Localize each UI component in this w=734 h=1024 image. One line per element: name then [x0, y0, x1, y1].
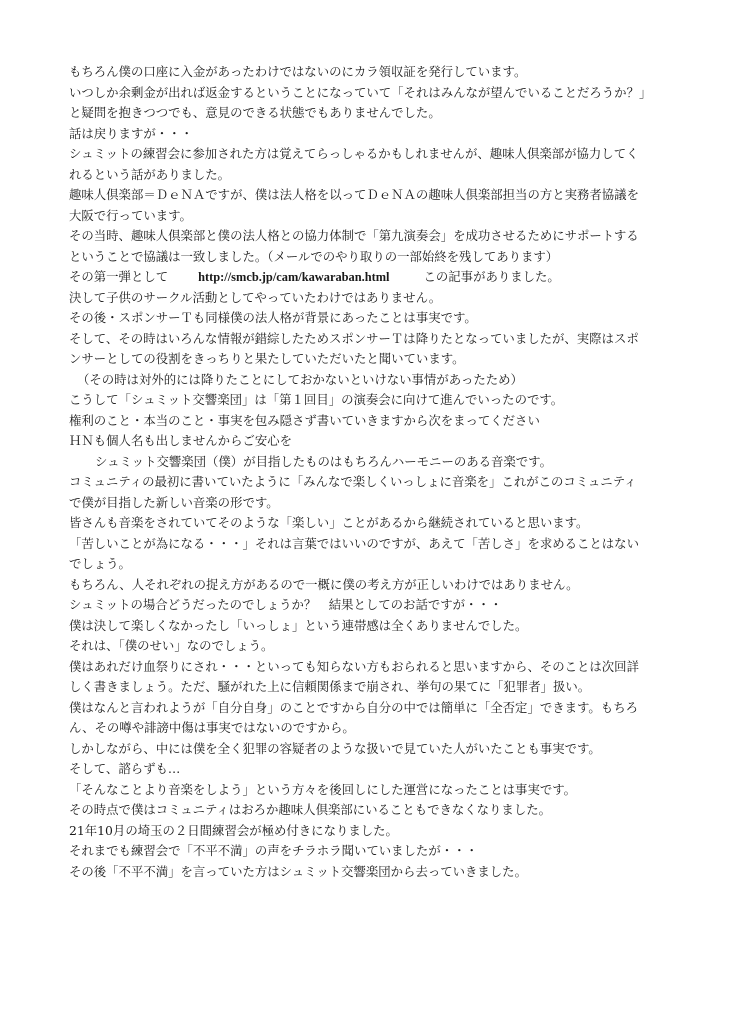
text-line: 僕はなんと言われようが「自分自身」のことですから自分の中では簡単に「全否定」できます。もちろ	[69, 699, 638, 715]
text-line: 「そんなことより音楽をしよう」という方々を後回しにした運営になったことは事実です。	[69, 781, 577, 797]
text-line: いつしか余剰金が出れば返金するということになっていて「それはみんなが望んでいることだろうか？」	[69, 84, 652, 100]
text-line: その後「不平不満」を言っていた方はシュミット交響楽団から去っていきました。	[69, 863, 527, 879]
text-line: れるという話がありました。	[69, 166, 231, 182]
text-line: ということで協議は一致しました。（メールでのやり取りの一部始終を残してあります）	[69, 248, 559, 264]
text-line: 決して子供のサークル活動としてやっていたわけではありません。	[69, 289, 442, 305]
text-line: そして、諮らずも…	[69, 761, 181, 776]
text-line: こうして「シュミット交響楽団」は「第１回目」の演奏会に向けて進んでいったのです。	[69, 392, 564, 407]
text-line: コミュニティの最初に書いていたように「みんなで楽しくいっしょに音楽を」これがこのコミュニティ	[69, 474, 637, 489]
text-line: そして、その時はいろんな情報が錯綜したためスポンサーＴは降りたとなっていましたが、実際はスポ	[69, 330, 639, 346]
text-line: それまでも練習会で「不平不満」の声をチラホラ聞いていましたが・・・	[69, 843, 478, 858]
parenthetical-line: （その時は対外的には降りたことにしておかないといけない事情があったため）	[77, 371, 523, 387]
indented-line: シュミット交響楽団（僕）が目指したものはもちろんハーモニーのある音楽です。	[95, 453, 552, 469]
text-line: シュミットの場合どうだったのでしょうか？ 結果としてのお話ですが・・・	[69, 597, 503, 612]
text-line: 僕は決して楽しくなかったし「いっしょ」という連帯感は全くありませんでした。	[69, 617, 528, 633]
text-line: その当時、趣味人倶楽部と僕の法人格との協力体制で「第九演奏会」を成功させるためにサポートする	[69, 228, 639, 243]
text-line: 皆さんも音楽をされていてそのような「楽しい」ことがあるから継続されていると思います。	[69, 515, 589, 530]
text-line: 権利のこと・本当のこと・事実を包み隠さず書いていきますから次をまってください	[69, 412, 540, 428]
text-line: しかしながら、中には僕を全く犯罪の容疑者のような扱いで見ていた人がいたことも事実です。	[69, 740, 601, 756]
document-body	[69, 62, 679, 882]
url-line-after: この記事がありました。	[423, 269, 560, 284]
text-line: 「苦しいことが為になる・・・」それは言葉ではいいのですが、あえて「苦しさ」を求めることはない	[69, 535, 639, 551]
url-line	[69, 267, 679, 288]
url-line-before: その第一弾として	[69, 269, 169, 284]
article-link[interactable]: http://smcb.jp/cam/kawaraban.html	[198, 270, 390, 284]
text-line: で僕が目指した新しい音楽の形です。	[69, 494, 279, 510]
text-line: 21年10月の埼玉の２日間練習会が極め付きになりました。	[69, 822, 398, 838]
text-line: ん、その噂や誹謗中傷は事実ではないのですから。	[69, 720, 355, 735]
text-line: 話は戻りますが・・・	[69, 125, 193, 141]
text-line: しく書きましょう。ただ、騒がれた上に信頼関係まで崩され、挙句の果てに「犯罪者」扱い。	[69, 679, 591, 694]
text-line: もちろん僕の口座に入金があったわけではないのにカラ領収証を発行しています。	[69, 64, 527, 79]
text-line: 僕はあれだけ血祭りにされ・・・といっても知らない方もおられると思いますから、そのことは次回詳	[69, 658, 639, 674]
text-line: その時点で僕はコミュニティはおろか趣味人倶楽部にいることもできなくなりました。	[69, 802, 551, 817]
text-line: その後・スポンサーＴも同様僕の法人格が背景にあったことは事実です。	[69, 310, 477, 325]
text-line: それは、「僕のせい」なのでしょう。	[69, 638, 274, 653]
text-line: 趣味人倶楽部＝ＤｅＮＡですが、僕は法人格を以ってＤｅＮＡの趣味人倶楽部担当の方と実務者協議を	[69, 187, 639, 202]
text-line: 大阪で行っています。	[69, 207, 192, 223]
text-line: でしょう。	[69, 556, 131, 571]
text-line: シュミットの練習会に参加された方は覚えてらっしゃるかもしれませんが、趣味人倶楽部が協力してく	[69, 146, 639, 161]
text-line: と疑問を抱きつつでも、意見のできる状態でもありませんでした。	[69, 105, 441, 120]
text-line: ＨＮも個人名も出しませんからご安心を	[69, 433, 293, 448]
text-line: もちろん、人それぞれの捉え方があるので一概に僕の考え方が正しいわけではありません。	[69, 576, 579, 592]
text-line: ンサーとしての役割をきっちりと果たしていただいたと聞いています。	[69, 351, 465, 366]
